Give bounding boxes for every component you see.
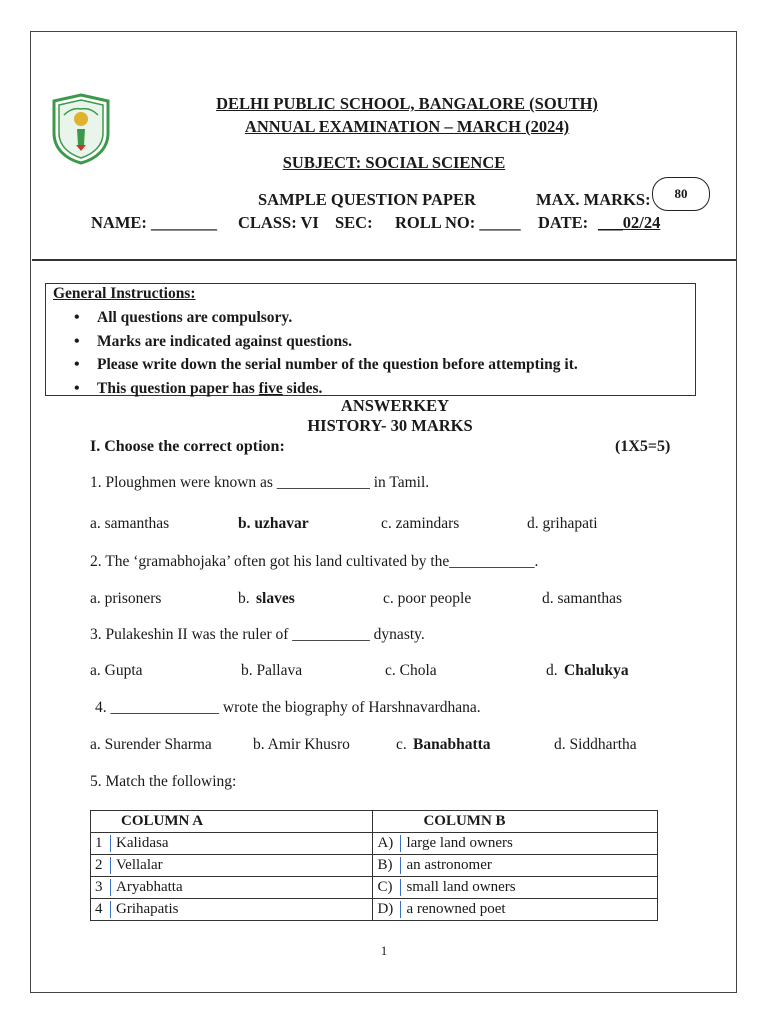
option-a: a. prisoners: [90, 590, 162, 607]
instructions-title-text: General Instructions:: [53, 285, 196, 302]
question-1: 1. Ploughmen were known as ____________ in Tamil.: [90, 474, 430, 491]
option-d: d. Siddhartha: [554, 736, 637, 753]
roll-number-field: ROLL NO: _____: [395, 213, 521, 232]
page-number: 1: [380, 943, 388, 958]
instruction-text-start: This question paper has: [97, 379, 259, 397]
column-b-cell: [373, 899, 658, 921]
header-divider: [32, 259, 736, 261]
exam-title: ANNUAL EXAMINATION – MARCH (2024): [244, 117, 570, 136]
option-d: d. samanthas: [542, 590, 623, 607]
match-table: [90, 810, 658, 921]
option-b-answer: slaves: [256, 590, 295, 607]
instructions-box: [45, 283, 696, 396]
column-a-value: Grihapatis: [116, 901, 179, 917]
section-title: HISTORY- 30 MARKS: [307, 416, 473, 435]
option-c-prefix: c.: [396, 736, 407, 753]
option-c-answer: Banabhatta: [413, 736, 491, 753]
column-a-cell: [91, 899, 373, 921]
column-b-value: an astronomer: [406, 857, 492, 873]
option-b: b. Amir Khusro: [253, 736, 350, 753]
part-one-marks: (1X5=5): [615, 438, 671, 455]
option-a: a. Gupta: [90, 662, 143, 679]
row-letter: D): [377, 901, 401, 918]
date-label: DATE:: [538, 213, 589, 232]
answer-key-title: ANSWERKEY: [340, 396, 450, 415]
instructions-list: [72, 306, 578, 400]
date-value: ___02/24: [598, 213, 661, 232]
question-3: 3. Pulakeshin II was the ruler of __________ dynasty.: [90, 626, 425, 643]
column-a-value: Vellalar: [116, 857, 163, 873]
table-row: [91, 855, 658, 877]
option-b-answer: b. uzhavar: [238, 515, 309, 532]
name-field: NAME: ________: [91, 213, 218, 232]
max-marks-value: 80: [652, 177, 710, 211]
question-5: 5. Match the following:: [90, 773, 237, 790]
school-name: DELHI PUBLIC SCHOOL, BANGALORE (SOUTH): [216, 94, 598, 113]
section-field: SEC:: [335, 213, 373, 232]
option-d-answer: Chalukya: [564, 662, 629, 679]
column-a-value: Aryabhatta: [116, 879, 183, 895]
row-letter: C): [377, 879, 401, 896]
table-header-row: [91, 811, 658, 833]
option-b-prefix: b.: [238, 590, 250, 607]
option-a: a. samanthas: [90, 515, 170, 532]
column-a-value: Kalidasa: [116, 835, 169, 851]
instruction-item: • All questions are compulsory.: [72, 306, 578, 330]
max-marks-label: MAX. MARKS:: [536, 190, 651, 209]
class-field: CLASS: VI: [238, 213, 319, 232]
table-row: [91, 833, 658, 855]
option-c: c. Chola: [385, 662, 437, 679]
column-b-cell: [373, 833, 658, 855]
row-letter: A): [377, 835, 401, 852]
column-b-header: COLUMN B: [373, 811, 658, 833]
row-number: 2: [95, 857, 111, 874]
column-b-value: small land owners: [406, 879, 516, 895]
instruction-text-end: sides.: [282, 379, 323, 397]
instruction-item: • Please write down the serial number of the question before attempting it.: [72, 353, 578, 377]
option-d: d. grihapati: [527, 515, 598, 532]
question-2: 2. The ‘gramabhojaka’ often got his land cultivated by the___________.: [90, 553, 539, 570]
option-a: a. Surender Sharma: [90, 736, 212, 753]
option-d-prefix: d.: [546, 662, 558, 679]
option-c: c. poor people: [383, 590, 472, 607]
paper-type: SAMPLE QUESTION PAPER: [258, 190, 476, 209]
table-row: [91, 877, 658, 899]
option-b: b. Pallava: [241, 662, 303, 679]
row-number: 4: [95, 901, 111, 918]
column-b-value: a renowned poet: [406, 901, 506, 917]
subject-title: SUBJECT: SOCIAL SCIENCE: [282, 153, 506, 172]
column-a-cell: [91, 833, 373, 855]
instructions-title: [53, 285, 196, 303]
instruction-emphasis: five: [258, 379, 283, 397]
row-letter: B): [377, 857, 401, 874]
column-b-cell: [373, 855, 658, 877]
table-row: [91, 899, 658, 921]
question-4: 4. ______________ wrote the biography of Harshnavardhana.: [95, 699, 481, 716]
column-a-cell: [91, 877, 373, 899]
column-b-value: large land owners: [406, 835, 513, 851]
row-number: 3: [95, 879, 111, 896]
column-b-cell: [373, 877, 658, 899]
part-one-title: I. Choose the correct option:: [90, 438, 285, 455]
column-a-cell: [91, 855, 373, 877]
row-number: 1: [95, 835, 111, 852]
column-a-header: COLUMN A: [91, 811, 373, 833]
instruction-item: • Marks are indicated against questions.: [72, 330, 578, 354]
option-c: c. zamindars: [381, 515, 460, 532]
